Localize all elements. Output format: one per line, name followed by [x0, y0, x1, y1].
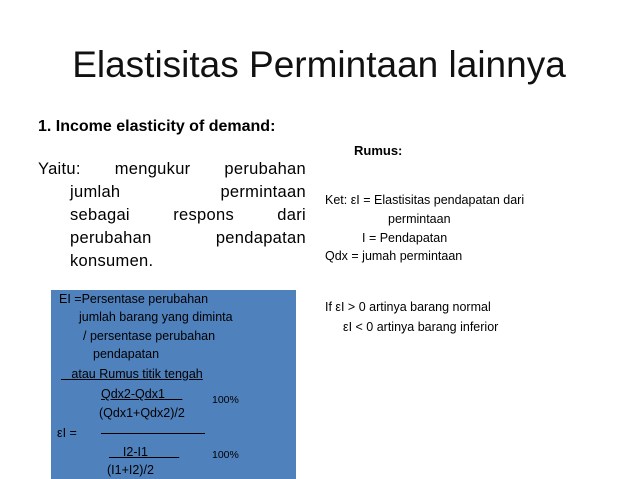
- denominator-top: I2-I1: [122, 445, 148, 459]
- ket-line-1: Ket: εI = Elastisitas pendapatan dari: [325, 193, 525, 207]
- definition-line-2: jumlah permintaan: [70, 183, 306, 201]
- section-heading: 1. Income elasticity of demand:: [38, 118, 276, 135]
- definition-line-4: perubahan pendapatan: [70, 229, 306, 247]
- main-fraction-bar: [101, 433, 205, 434]
- pct-bottom: 100%: [212, 449, 239, 461]
- numerator-bottom: (Qdx1+Qdx2)/2: [99, 406, 185, 420]
- elasticity-lhs: εI =: [57, 426, 77, 440]
- pct-top: 100%: [212, 394, 239, 406]
- ket-line-2: permintaan: [388, 212, 451, 226]
- formula-line-3: / persentase perubahan: [83, 329, 216, 343]
- definition-line-3: sebagai respons dari: [70, 206, 306, 224]
- formula-line-5: atau Rumus titik tengah: [71, 367, 203, 381]
- ket-line-4: Qdx = jumah permintaan: [325, 249, 463, 263]
- formula-line-4: pendapatan: [93, 347, 160, 361]
- formula-line-1: EI =Persentase perubahan: [59, 292, 209, 306]
- slide-title: Elastisitas Permintaan lainnya: [72, 44, 566, 85]
- formula-box: [51, 290, 296, 479]
- definition-line-5: konsumen.: [70, 252, 154, 270]
- definition-text: [38, 158, 306, 273]
- denominator-bottom: (I1+I2)/2: [107, 463, 154, 477]
- formula-line-2: jumlah barang yang diminta: [79, 310, 233, 324]
- ket-line-3: I = Pendapatan: [362, 231, 448, 245]
- rumus-label: Rumus:: [354, 143, 403, 158]
- if-line-2: εI < 0 artinya barang inferior: [343, 320, 499, 334]
- if-line-1: If εI > 0 artinya barang normal: [325, 300, 491, 314]
- numerator-top: Qdx2-Qdx1: [101, 387, 165, 401]
- definition-line-1: Yaitu: mengukur perubahan: [38, 160, 307, 178]
